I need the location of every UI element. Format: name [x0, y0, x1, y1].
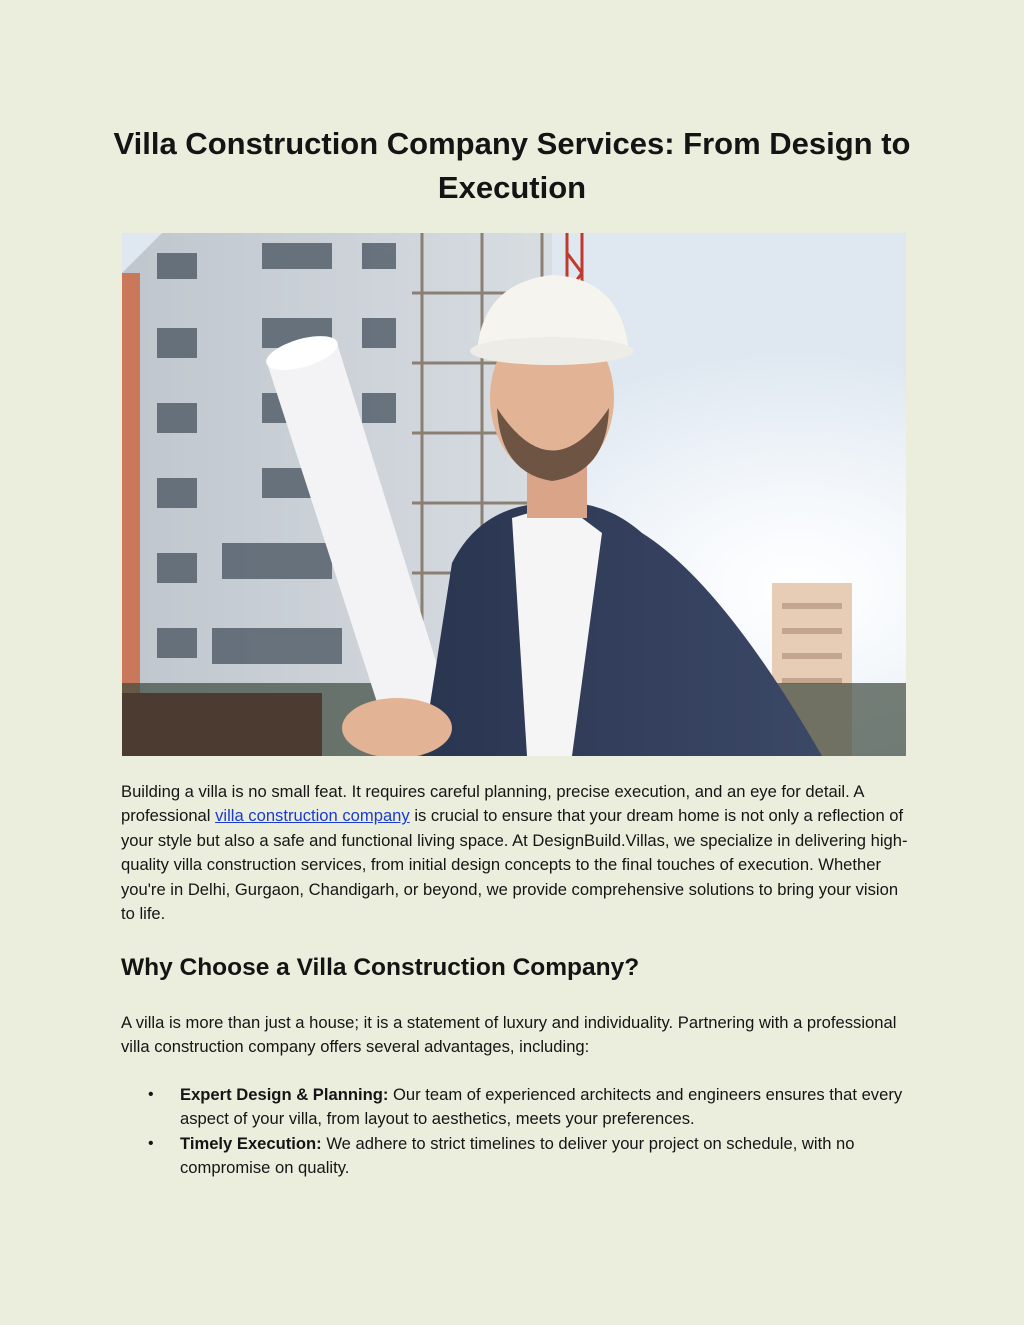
list-item-text: We adhere to strict timelines to deliver your project on schedule, with no compromise on quality.	[180, 1133, 855, 1178]
list-item-text: Our team of experienced architects and engineers ensures that every aspect of your villa, from layout to aesthetics, meets your preferences.	[180, 1085, 903, 1129]
page-title: Villa Construction Company Services: From Design to Execution	[113, 126, 911, 205]
bullet-icon: •	[148, 1086, 154, 1103]
list-item	[121, 1132, 911, 1181]
section-heading: Why Choose a Villa Construction Company?	[121, 954, 640, 981]
advantages-list	[121, 1083, 911, 1181]
intro-paragraph	[121, 780, 911, 926]
section-intro-paragraph: A villa is more than just a house; it is a statement of luxury and individuality. Partnering with a professional villa construction company offers several advantages, including:	[121, 1013, 897, 1057]
list-item-title: Expert Design & Planning:	[180, 1085, 389, 1104]
bullet-icon: •	[148, 1134, 154, 1152]
villa-construction-company-link[interactable]: villa construction company	[215, 806, 410, 826]
intro-text-end: is crucial to ensure that your dream home is not only a reflection of your style but also a safe and functional living space. At DesignBuild.Villas, we specialize in delivering high-quality villa construction services, from initial design concepts to the final touches of execution. Whether you're in Delhi, Gurgaon, Chandigarh, or beyond, we provide comprehensive solutions to bring your vision to life.	[121, 806, 908, 924]
list-item	[121, 1083, 911, 1132]
engineer-holding-blueprints-photo	[122, 233, 906, 756]
intro-text-start: Building a villa is no small feat. It requires careful planning, precise execution, and an eye for detail. A professional	[121, 782, 864, 826]
list-item-title: Timely Execution:	[180, 1133, 322, 1153]
